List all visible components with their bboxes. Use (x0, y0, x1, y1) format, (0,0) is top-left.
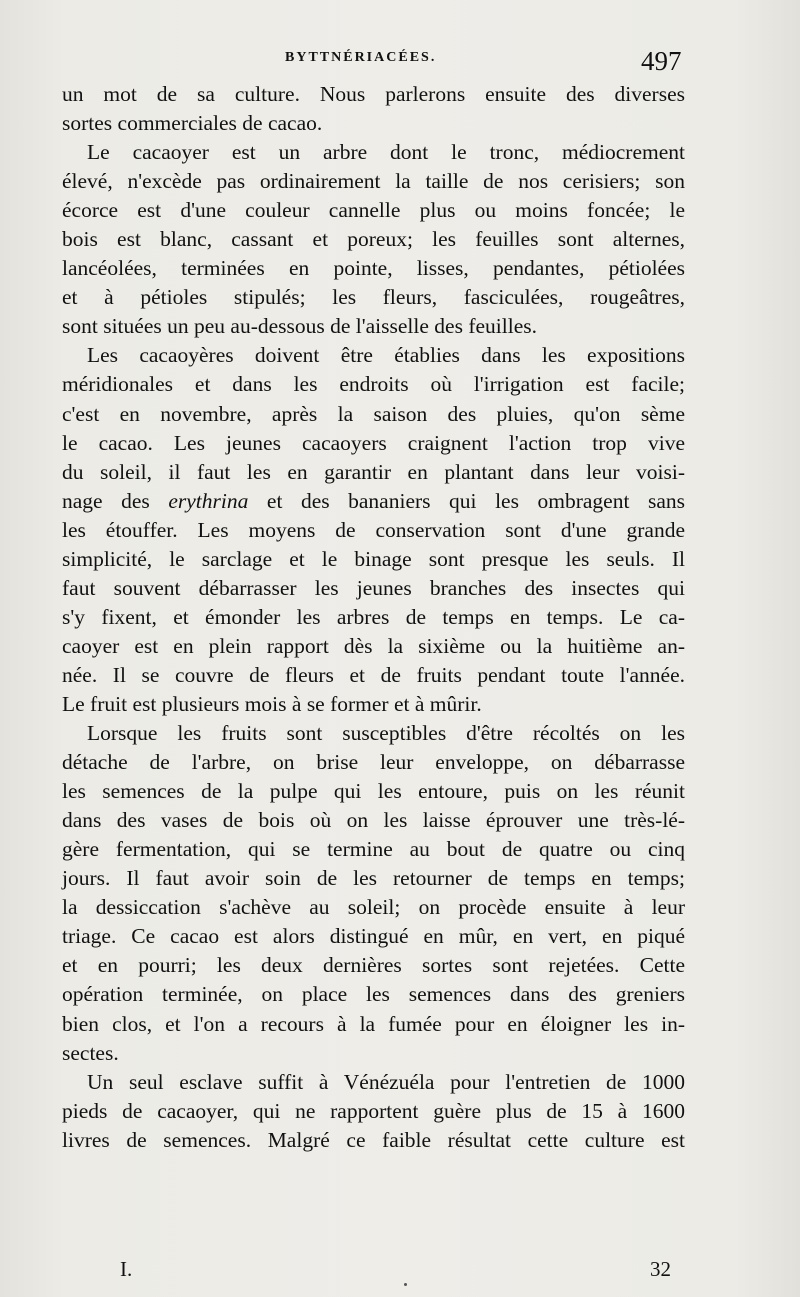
text-line: un mot de sa culture. Nous parlerons ensuite des diverses (62, 82, 685, 106)
running-title: BYTTNÉRIACÉES. (285, 50, 437, 65)
text-line: méridionales et dans les endroits où l'irrigation est facile; (62, 372, 685, 397)
text-line: les semences de la pulpe qui les entoure, puis on les réunit (62, 779, 685, 804)
text-line: sortes commerciales de cacao. (62, 111, 323, 136)
sheet-number: 32 (650, 1257, 671, 1281)
text-line: triage. Ce cacao est alors distingué en mûr, en vert, en piqué (62, 924, 685, 949)
text-line: gère fermentation, qui se termine au bout de quatre ou cinq (62, 837, 685, 862)
text-line: Lorsque les fruits sont susceptibles d'être récoltés on les (87, 721, 685, 746)
text-line: dans des vases de bois où on les laisse éprouver une très-lé- (62, 808, 685, 833)
page-number: 497 (641, 46, 682, 76)
text-line: la dessiccation s'achève au soleil; on procède ensuite à leur (62, 895, 685, 920)
text-line: le cacao. Les jeunes cacaoyers craignent l'action trop vive (62, 430, 685, 455)
text-line: Les cacaoyères doivent être établies dans les expositions (87, 343, 685, 368)
text-line: nage des erythrina et des bananiers qui les ombragent sans (62, 488, 685, 513)
text-line: livres de semences. Malgré ce faible résultat cette culture est (62, 1127, 685, 1152)
text-line: faut souvent débarrasser les jeunes branches des insectes qui (62, 575, 685, 600)
text-line: née. Il se couvre de fleurs et de fruits pendant toute l'année. (62, 662, 685, 687)
text-line: et en pourri; les deux dernières sortes sont rejetées. Cette (62, 953, 685, 978)
text-line: simplicité, le sarclage et le binage sont presque les seuls. Il (62, 546, 685, 571)
text-line: du soleil, il faut les en garantir en plantant dans leur voisi- (62, 459, 685, 484)
text-line: Le cacaoyer est un arbre dont le tronc, médiocrement (87, 140, 685, 165)
text-line: les étouffer. Les moyens de conservation sont d'une grande (62, 517, 685, 542)
printer-dot (404, 1283, 407, 1286)
text-line: détache de l'arbre, on brise leur enveloppe, on débarrasse (62, 750, 685, 775)
page-footer (0, 1257, 800, 1287)
italic-term: erythrina (168, 488, 249, 513)
text-line: s'y fixent, et émonder les arbres de temps en temps. Le ca- (62, 604, 685, 629)
text-line: écorce est d'une couleur cannelle plus ou moins foncée; le (62, 198, 685, 223)
signature-mark: I. (120, 1257, 133, 1281)
text-line: jours. Il faut avoir soin de les retourner de temps en temps; (62, 866, 685, 891)
text-line: bois est blanc, cassant et poreux; les feuilles sont alternes, (62, 227, 685, 252)
text-line: Un seul esclave suffit à Vénézuéla pour l'entretien de 1000 (87, 1069, 685, 1094)
text-line: sont situées un peu au-dessous de l'aisselle des feuilles. (62, 314, 537, 339)
text-line: sectes. (62, 1040, 119, 1065)
text-line: pieds de cacaoyer, qui ne rapportent guère plus de 15 à 1600 (62, 1098, 685, 1123)
text-line: et à pétioles stipulés; les fleurs, fasciculées, rougeâtres, (62, 285, 685, 310)
text-line: Le fruit est plusieurs mois à se former et à mûrir. (62, 691, 482, 716)
text-line: caoyer est en plein rapport dès la sixième ou la huitième an- (62, 633, 685, 658)
text-line: opération terminée, on place les semences dans des greniers (62, 982, 685, 1007)
text-line: élevé, n'excède pas ordinairement la taille de nos cerisiers; son (62, 169, 685, 194)
body-text (62, 80, 685, 1155)
text-line: lancéolées, terminées en pointe, lisses, pendantes, pétiolées (62, 256, 685, 281)
text-line: bien clos, et l'on a recours à la fumée pour en éloigner les in- (62, 1011, 685, 1036)
text-line: c'est en novembre, après la saison des pluies, qu'on sème (62, 401, 685, 426)
